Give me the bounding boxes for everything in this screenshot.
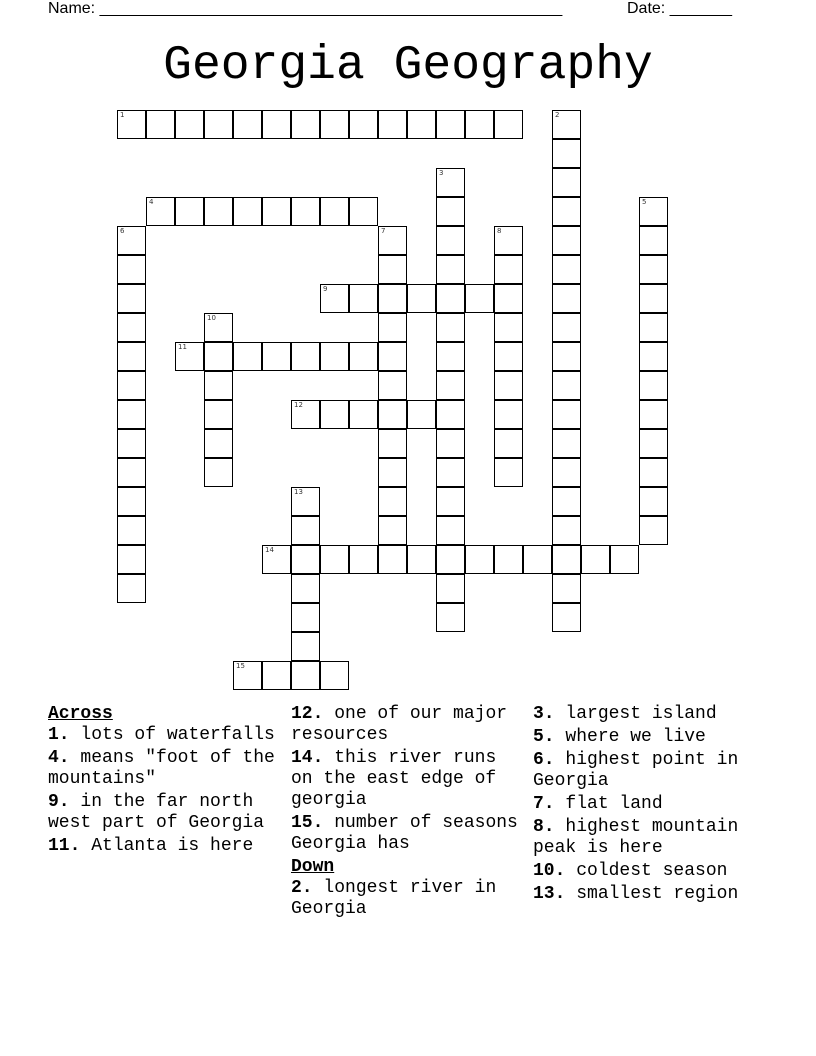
- clues-column-right: [533, 704, 773, 907]
- crossword-cell[interactable]: [552, 168, 581, 197]
- crossword-cell[interactable]: [117, 313, 146, 342]
- crossword-cell[interactable]: [552, 545, 581, 574]
- cell-number: 15: [236, 662, 245, 670]
- clue-text: one of our major resources: [291, 704, 508, 745]
- crossword-cell[interactable]: [436, 429, 465, 458]
- crossword-cell[interactable]: [494, 400, 523, 429]
- crossword-cell[interactable]: [291, 400, 320, 429]
- crossword-cell[interactable]: [204, 313, 233, 342]
- crossword-cell[interactable]: [233, 197, 262, 226]
- crossword-cell[interactable]: [262, 110, 291, 139]
- crossword-cell[interactable]: [552, 226, 581, 255]
- crossword-cell[interactable]: [407, 284, 436, 313]
- clue-number: 10.: [533, 861, 566, 881]
- crossword-cell[interactable]: [552, 487, 581, 516]
- clue-down-2[interactable]: [291, 878, 527, 920]
- crossword-cell[interactable]: [291, 574, 320, 603]
- crossword-cell[interactable]: [291, 661, 320, 690]
- crossword-cell[interactable]: [436, 545, 465, 574]
- crossword-cell[interactable]: [117, 371, 146, 400]
- clue-number: 3.: [533, 704, 555, 724]
- crossword-cell[interactable]: [552, 400, 581, 429]
- clue-text: in the far north west part of Georgia: [48, 792, 265, 833]
- crossword-cell[interactable]: [117, 574, 146, 603]
- clue-text: coldest season: [576, 861, 728, 881]
- crossword-cell[interactable]: [436, 284, 465, 313]
- crossword-cell[interactable]: [639, 458, 668, 487]
- crossword-cell[interactable]: [117, 516, 146, 545]
- clue-number: 6.: [533, 750, 555, 770]
- crossword-cell[interactable]: [291, 110, 320, 139]
- crossword-cell[interactable]: [320, 342, 349, 371]
- cell-number: 2: [555, 111, 560, 119]
- clue-across-11[interactable]: [48, 836, 284, 857]
- clue-number: 8.: [533, 817, 555, 837]
- cell-number: 5: [642, 198, 647, 206]
- crossword-cell[interactable]: [262, 661, 291, 690]
- clue-text: highest point in Georgia: [533, 750, 739, 791]
- crossword-cell[interactable]: [117, 487, 146, 516]
- clue-down-10[interactable]: [533, 861, 773, 882]
- crossword-cell[interactable]: [233, 342, 262, 371]
- crossword-cell[interactable]: [349, 284, 378, 313]
- cell-number: 1: [120, 111, 125, 119]
- date-field[interactable]: Date: _______: [627, 0, 732, 17]
- clue-across-15[interactable]: [291, 813, 527, 855]
- crossword-cell[interactable]: [204, 458, 233, 487]
- crossword-cell[interactable]: [639, 342, 668, 371]
- crossword-cell[interactable]: [639, 371, 668, 400]
- cell-number: 9: [323, 285, 328, 293]
- crossword-cell[interactable]: [146, 110, 175, 139]
- crossword-cell[interactable]: [378, 255, 407, 284]
- crossword-cell[interactable]: [552, 516, 581, 545]
- crossword-cell[interactable]: [146, 197, 175, 226]
- crossword-cell[interactable]: [233, 661, 262, 690]
- crossword-cell[interactable]: [291, 632, 320, 661]
- crossword-cell[interactable]: [552, 603, 581, 632]
- crossword-cell[interactable]: [407, 545, 436, 574]
- clue-across-9[interactable]: [48, 792, 284, 834]
- cell-number: 13: [294, 488, 303, 496]
- crossword-cell[interactable]: [291, 342, 320, 371]
- clue-number: 1.: [48, 725, 70, 745]
- crossword-cell[interactable]: [407, 110, 436, 139]
- crossword-cell[interactable]: [552, 458, 581, 487]
- clue-text: Atlanta is here: [91, 836, 254, 856]
- crossword-cell[interactable]: [291, 487, 320, 516]
- cell-number: 14: [265, 546, 274, 554]
- crossword-cell[interactable]: [117, 226, 146, 255]
- clue-number: 15.: [291, 813, 324, 833]
- crossword-cell[interactable]: [320, 545, 349, 574]
- crossword-cell[interactable]: [204, 371, 233, 400]
- crossword-cell[interactable]: [436, 313, 465, 342]
- crossword-cell[interactable]: [204, 197, 233, 226]
- crossword-cell[interactable]: [378, 458, 407, 487]
- clue-down-8[interactable]: [533, 817, 773, 859]
- clue-text: flat land: [565, 794, 663, 814]
- crossword-cell[interactable]: [436, 603, 465, 632]
- crossword-cell[interactable]: [204, 342, 233, 371]
- clue-text: smallest region: [576, 884, 739, 904]
- crossword-cell[interactable]: [639, 313, 668, 342]
- crossword-cell[interactable]: [639, 226, 668, 255]
- crossword-cell[interactable]: [639, 516, 668, 545]
- crossword-cell[interactable]: [407, 400, 436, 429]
- across-heading: Across: [48, 704, 113, 724]
- cell-number: 8: [497, 227, 502, 235]
- crossword-cell[interactable]: [552, 284, 581, 313]
- crossword-cell[interactable]: [436, 197, 465, 226]
- crossword-cell[interactable]: [436, 168, 465, 197]
- clue-text: this river runs on the east edge of georgia: [291, 748, 497, 810]
- crossword-cell[interactable]: [320, 661, 349, 690]
- clue-number: 7.: [533, 794, 555, 814]
- crossword-cell[interactable]: [117, 110, 146, 139]
- crossword-cell[interactable]: [494, 545, 523, 574]
- clues-column-left: [48, 704, 284, 859]
- crossword-cell[interactable]: [436, 226, 465, 255]
- crossword-cell[interactable]: [494, 371, 523, 400]
- crossword-cell[interactable]: [378, 429, 407, 458]
- crossword-cell[interactable]: [552, 139, 581, 168]
- crossword-cell[interactable]: [494, 284, 523, 313]
- crossword-cell[interactable]: [175, 110, 204, 139]
- crossword-cell[interactable]: [175, 197, 204, 226]
- crossword-cell[interactable]: [552, 313, 581, 342]
- clue-number: 9.: [48, 792, 70, 812]
- clue-across-4[interactable]: [48, 748, 284, 790]
- crossword-cell[interactable]: [378, 545, 407, 574]
- crossword-cell[interactable]: [378, 400, 407, 429]
- crossword-cell[interactable]: [494, 429, 523, 458]
- crossword-cell[interactable]: [233, 110, 262, 139]
- crossword-cell[interactable]: [494, 342, 523, 371]
- crossword-cell[interactable]: [117, 255, 146, 284]
- clue-number: 13.: [533, 884, 566, 904]
- clue-text: means "foot of the mountains": [48, 748, 275, 789]
- crossword-cell[interactable]: [436, 516, 465, 545]
- crossword-cell[interactable]: [465, 284, 494, 313]
- clue-number: 11.: [48, 836, 81, 856]
- crossword-cell[interactable]: [262, 197, 291, 226]
- crossword-cell[interactable]: [378, 342, 407, 371]
- crossword-cell[interactable]: [436, 255, 465, 284]
- clue-down-3[interactable]: [533, 704, 773, 725]
- crossword-cell[interactable]: [262, 545, 291, 574]
- crossword-cell[interactable]: [117, 342, 146, 371]
- crossword-cell[interactable]: [175, 342, 204, 371]
- crossword-cell[interactable]: [349, 197, 378, 226]
- crossword-cell[interactable]: [523, 545, 552, 574]
- clue-across-1[interactable]: [48, 725, 284, 746]
- clue-across-14[interactable]: [291, 748, 527, 811]
- crossword-cell[interactable]: [552, 342, 581, 371]
- crossword-cell[interactable]: [436, 487, 465, 516]
- clue-number: 12.: [291, 704, 324, 724]
- crossword-cell[interactable]: [349, 110, 378, 139]
- clue-down-7[interactable]: [533, 794, 773, 815]
- crossword-cell[interactable]: [494, 458, 523, 487]
- crossword-cell[interactable]: [436, 574, 465, 603]
- crossword-cell[interactable]: [639, 429, 668, 458]
- crossword-cell[interactable]: [639, 197, 668, 226]
- clues-column-middle: [291, 704, 527, 922]
- crossword-cell[interactable]: [117, 458, 146, 487]
- crossword-cell[interactable]: [291, 603, 320, 632]
- crossword-cell[interactable]: [465, 545, 494, 574]
- crossword-cell[interactable]: [378, 313, 407, 342]
- crossword-cell[interactable]: [378, 516, 407, 545]
- clue-number: 14.: [291, 748, 324, 768]
- crossword-cell[interactable]: [581, 545, 610, 574]
- crossword-cell[interactable]: [349, 400, 378, 429]
- crossword-cell[interactable]: [552, 371, 581, 400]
- crossword-cell[interactable]: [436, 458, 465, 487]
- cell-number: 6: [120, 227, 125, 235]
- crossword-cell[interactable]: [552, 574, 581, 603]
- clue-text: longest river in Georgia: [291, 878, 497, 919]
- clue-number: 2.: [291, 878, 313, 898]
- crossword-cell[interactable]: [204, 429, 233, 458]
- clue-text: largest island: [565, 704, 717, 724]
- clue-number: 4.: [48, 748, 70, 768]
- crossword-cell[interactable]: [378, 487, 407, 516]
- clue-across-12[interactable]: [291, 704, 527, 746]
- crossword-cell[interactable]: [494, 255, 523, 284]
- crossword-cell[interactable]: [378, 284, 407, 313]
- crossword-cell[interactable]: [117, 400, 146, 429]
- crossword-cell[interactable]: [552, 110, 581, 139]
- clue-down-13[interactable]: [533, 884, 773, 905]
- clue-text: number of seasons Georgia has: [291, 813, 518, 854]
- crossword-cell[interactable]: [204, 400, 233, 429]
- crossword-cell[interactable]: [552, 197, 581, 226]
- crossword-cell[interactable]: [639, 487, 668, 516]
- crossword-cell[interactable]: [378, 371, 407, 400]
- crossword-cell[interactable]: [291, 516, 320, 545]
- crossword-cell[interactable]: [436, 342, 465, 371]
- crossword-cell[interactable]: [349, 545, 378, 574]
- crossword-cell[interactable]: [320, 284, 349, 313]
- crossword-cell[interactable]: [610, 545, 639, 574]
- crossword-cell[interactable]: [320, 197, 349, 226]
- clue-number: 5.: [533, 727, 555, 747]
- name-field[interactable]: Name: ____________________________________________________: [48, 0, 563, 17]
- down-heading: Down: [291, 857, 335, 877]
- crossword-cell[interactable]: [494, 313, 523, 342]
- cell-number: 3: [439, 169, 444, 177]
- clue-down-5[interactable]: [533, 727, 773, 748]
- crossword-cell[interactable]: [378, 226, 407, 255]
- crossword-cell[interactable]: [639, 284, 668, 313]
- crossword-cell[interactable]: [291, 197, 320, 226]
- crossword-cell[interactable]: [494, 226, 523, 255]
- clue-text: lots of waterfalls: [80, 725, 275, 745]
- cell-number: 12: [294, 401, 303, 409]
- crossword-cell[interactable]: [552, 255, 581, 284]
- crossword-cell[interactable]: [436, 400, 465, 429]
- crossword-cell[interactable]: [117, 545, 146, 574]
- crossword-cell[interactable]: [291, 545, 320, 574]
- page-title: Georgia Geography: [163, 39, 653, 93]
- cell-number: 10: [207, 314, 216, 322]
- crossword-cell[interactable]: [320, 110, 349, 139]
- clue-text: where we live: [565, 727, 706, 747]
- crossword-cell[interactable]: [639, 400, 668, 429]
- crossword-cell[interactable]: [639, 255, 668, 284]
- crossword-cell[interactable]: [436, 110, 465, 139]
- clue-down-6[interactable]: [533, 750, 773, 792]
- crossword-cell[interactable]: [552, 429, 581, 458]
- crossword-cell[interactable]: [465, 110, 494, 139]
- cell-number: 7: [381, 227, 386, 235]
- crossword-cell[interactable]: [436, 371, 465, 400]
- crossword-cell[interactable]: [262, 342, 291, 371]
- crossword-cell[interactable]: [349, 342, 378, 371]
- crossword-cell[interactable]: [378, 110, 407, 139]
- crossword-cell[interactable]: [494, 110, 523, 139]
- cell-number: 11: [178, 343, 187, 351]
- crossword-cell[interactable]: [117, 284, 146, 313]
- cell-number: 4: [149, 198, 154, 206]
- crossword-cell[interactable]: [117, 429, 146, 458]
- crossword-cell[interactable]: [204, 110, 233, 139]
- crossword-cell[interactable]: [320, 400, 349, 429]
- clue-text: highest mountain peak is here: [533, 817, 739, 858]
